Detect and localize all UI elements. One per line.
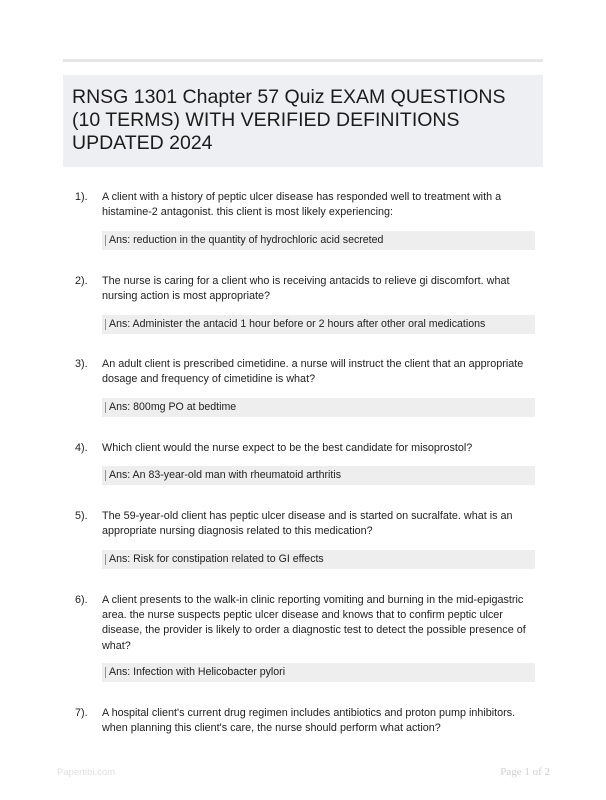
answer-marker: [105, 402, 106, 413]
question-text: The nurse is caring for a client who is receiving antacids to relieve gi discomfort. what nursing action is most appropriate?: [102, 275, 510, 303]
answer-marker: [105, 319, 106, 330]
page-indicator: Page 1 of 2: [500, 766, 550, 778]
page-title: RNSG 1301 Chapter 57 Quiz EXAM QUESTIONS (10 TERMS) WITH VERIFIED DEFINITIONS UPDATED 2024: [72, 86, 506, 154]
title-banner: [63, 75, 543, 167]
question-number: 6).: [75, 594, 88, 606]
answer-text: Ans: An 83-year-old man with rheumatoid arthritis: [109, 469, 341, 481]
question-text: A client presents to the walk-in clinic reporting vomiting and burning in the mid-epigastric area. the nurse suspects peptic ulcer disease and knows that to confirm peptic ulcer disease, the provider is likely to order a diagnostic test to detect the possible presence of what?: [102, 594, 526, 652]
answer-marker: [105, 554, 106, 565]
answer-text: Ans: 800mg PO at bedtime: [109, 401, 237, 413]
answer-marker: [105, 235, 106, 246]
question-text: An adult client is prescribed cimetidine. a nurse will instruct the client that an appropriate dosage and frequency of cimetidine is what?: [102, 358, 524, 386]
question-number: 1).: [75, 191, 88, 203]
answer-box: [102, 663, 535, 682]
answer-text: Ans: Administer the antacid 1 hour before or 2 hours after other oral medications: [109, 318, 486, 330]
answer-box: [102, 231, 535, 250]
question-text: The 59-year-old client has peptic ulcer disease and is started on sucralfate. what is an appropriate nursing diagnosis related to this medication?: [102, 510, 513, 538]
question-number: 2).: [75, 275, 88, 287]
answer-box: [102, 466, 535, 485]
answer-text: Ans: Risk for constipation related to GI effects: [109, 553, 324, 565]
answer-text: Ans: Infection with Helicobacter pylori: [109, 666, 286, 678]
question-number: 7).: [75, 707, 88, 719]
question-number: 3).: [75, 358, 88, 370]
answer-marker: [105, 470, 106, 481]
question-text: Which client would the nurse expect to be the best candidate for misoprostol?: [102, 442, 473, 454]
answer-text: Ans: reduction in the quantity of hydrochloric acid secreted: [109, 234, 384, 246]
answer-marker: [105, 667, 106, 678]
question-number: 5).: [75, 510, 88, 522]
answer-box: [102, 550, 535, 569]
question-text: A client with a history of peptic ulcer disease has responded well to treatment with a histamine-2 antagonist. this client is most likely experiencing:: [102, 191, 502, 219]
question-number: 4).: [75, 442, 88, 454]
top-divider: [63, 59, 543, 62]
answer-box: [102, 398, 535, 417]
question-text: A hospital client's current drug regimen includes antibiotics and proton pump inhibitors. when planning this client's care, the nurse should perform what action?: [102, 707, 516, 735]
answer-box: [102, 315, 535, 334]
footer-watermark: Papertibi.com: [57, 767, 116, 778]
